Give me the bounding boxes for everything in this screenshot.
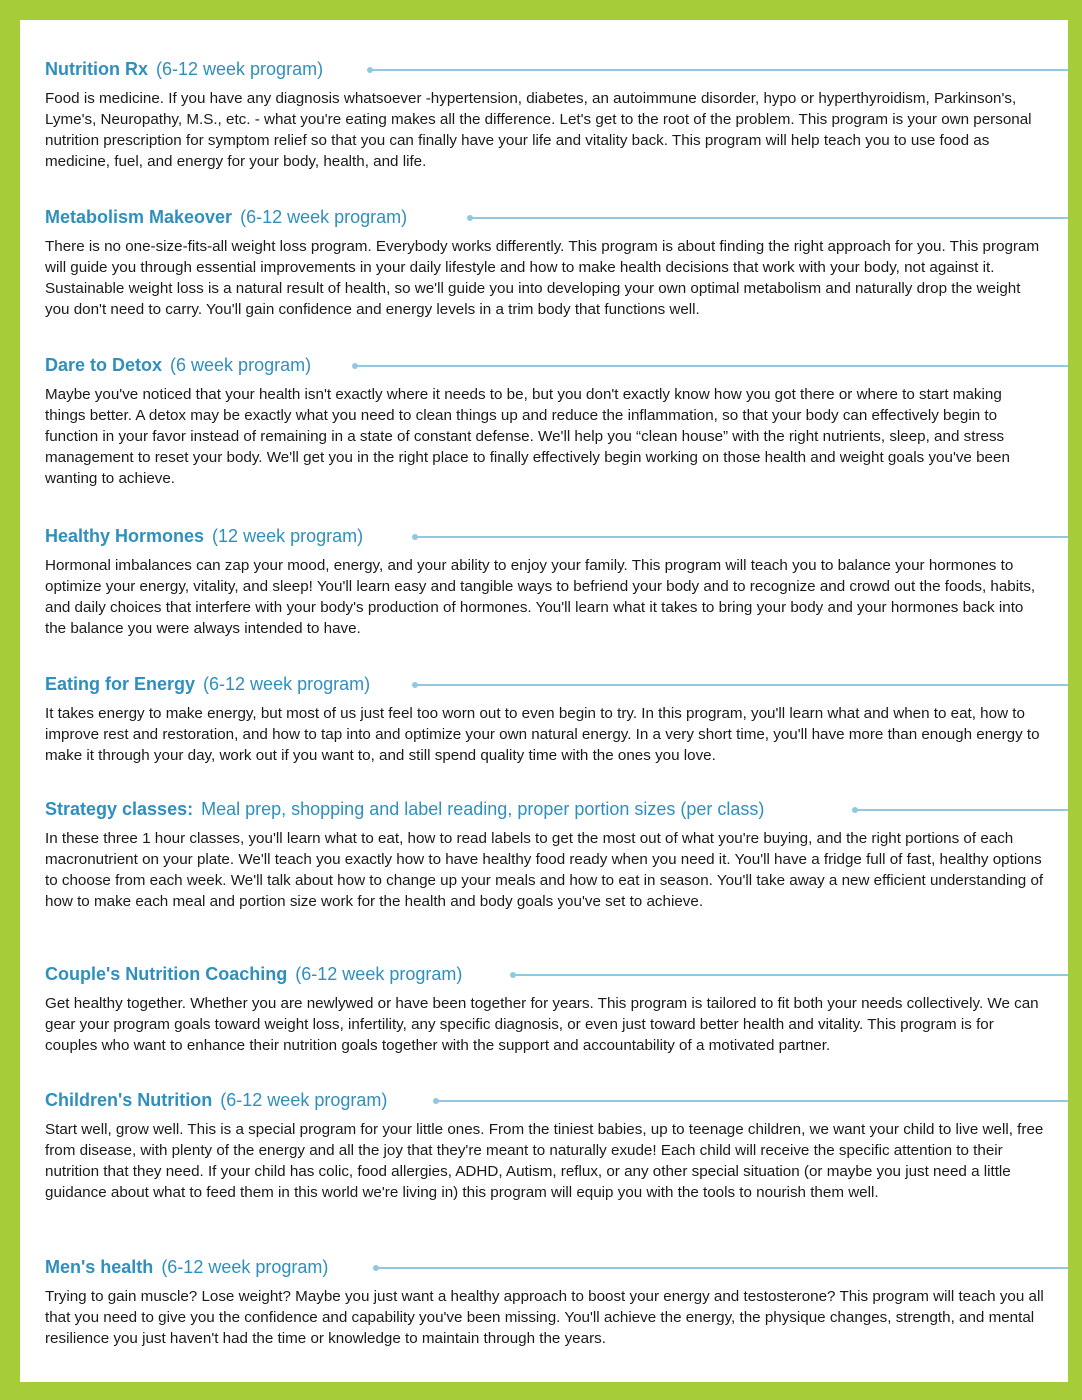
header-rule xyxy=(855,809,1068,811)
section-header xyxy=(20,796,1068,822)
section-dare-to-detox xyxy=(20,352,1068,489)
section-header xyxy=(20,204,1068,230)
section-title: Metabolism Makeover (6-12 week program) xyxy=(45,207,408,227)
section-text: Get healthy together. Whether you are newlywed or have been together for years. This program is tailored to fit both your needs collectively. We can gear your program goals toward weight loss, infertility, any specific diagnosis, or even just toward better health and vitality. This program is for couples who want to enhance their nutrition goals together with the support and accountability of a motivated partner. xyxy=(45,995,1039,1054)
section-header xyxy=(20,56,1068,82)
section-healthy-hormones xyxy=(20,523,1068,639)
header-rule xyxy=(470,217,1068,219)
section-text: Start well, grow well. This is a special program for your little ones. From the tiniest babies, up to teenage children, we want your child to live well, free from disease, with plenty of the energy and all the joy that they're meant to naturally exude! Each child will receive the specific attention to their nutrition that they need. If your child has colic, food allergies, ADHD, Autism, reflux, or any other special situation (or maybe you just need a little guidance about what to feed them in this world we're living in) this program will equip you with the tools to nourish them well. xyxy=(45,1121,1044,1201)
section-text: Trying to gain muscle? Lose weight? Maybe you just want a healthy approach to boost your energy and testosterone? This program will teach you all that you need to give you the confidence and capability you've been missing. You'll achieve the energy, the physique changes, strength, and mental resilience you just haven't had the time or knowledge to maintain through the years. xyxy=(45,1288,1044,1347)
section-childrens-nutrition xyxy=(20,1087,1068,1203)
section-header xyxy=(20,961,1068,987)
section-metabolism-makeover xyxy=(20,204,1068,320)
section-strategy-classes xyxy=(20,796,1068,912)
header-rule xyxy=(436,1100,1068,1102)
header-rule xyxy=(376,1267,1068,1269)
header-rule xyxy=(370,69,1068,71)
section-text: Hormonal imbalances can zap your mood, energy, and your ability to enjoy your family. This program will teach you to balance your hormones to optimize your energy, vitality, and sleep! You'll learn easy and tangible ways to befriend your body and to recognize and crowd out the foods, habits, and daily choices that interfere with your body's production of hormones. You'll learn what it takes to bring your body and your hormones back into the balance you were always intended to have. xyxy=(45,557,1036,637)
header-rule xyxy=(415,536,1068,538)
section-title: Eating for Energy (6-12 week program) xyxy=(45,674,371,694)
section-title: Men's health (6-12 week program) xyxy=(45,1257,329,1277)
header-rule xyxy=(415,684,1068,686)
section-title: Nutrition Rx (6-12 week program) xyxy=(45,59,324,79)
section-nutrition-rx xyxy=(20,56,1068,172)
section-header xyxy=(20,1087,1068,1113)
header-rule xyxy=(513,974,1068,976)
section-header xyxy=(20,1254,1068,1280)
section-title: Healthy Hormones (12 week program) xyxy=(45,526,364,546)
section-title: Children's Nutrition (6-12 week program) xyxy=(45,1090,388,1110)
section-title: Dare to Detox (6 week program) xyxy=(45,355,312,375)
section-text: There is no one-size-fits-all weight loss program. Everybody works differently. This program is about finding the right approach for you. This program will guide you through essential improvements in your daily lifestyle and how to make health decisions that work with your body, not against it. Sustainable weight loss is a natural result of health, so we'll guide you into developing your own optimal metabolism and naturally drop the weight you don't need to carry. You'll gain confidence and energy levels in a trim body that functions well. xyxy=(45,238,1040,318)
section-title: Couple's Nutrition Coaching (6-12 week program) xyxy=(45,964,463,984)
page xyxy=(20,20,1068,1382)
section-mens-health xyxy=(20,1254,1068,1349)
section-eating-for-energy xyxy=(20,671,1068,766)
section-text: It takes energy to make energy, but most of us just feel too worn out to even begin to try. In this program, you'll learn what and when to eat, how to improve rest and restoration, and how to tap into and optimize your own natural energy. In a very short time, you'll have more than enough energy to make it through your day, work out if you want to, and still spend quality time with the ones you love. xyxy=(45,705,1040,764)
section-text: Food is medicine. If you have any diagnosis whatsoever -hypertension, diabetes, an autoimmune disorder, hypo or hyperthyroidism, Parkinson's, Lyme's, Neuropathy, M.S., etc. - what you're eating makes all the difference. Let's get to the root of the problem. This program is your own personal nutrition prescription for symptom relief so that you can finally have your life and vitality back. This program will help teach you to use food as medicine, fuel, and energy for your body, health, and life. xyxy=(45,90,1032,170)
section-header xyxy=(20,671,1068,697)
header-rule xyxy=(355,365,1068,367)
section-title: Strategy classes: Meal prep, shopping and label reading, proper portion sizes (per class) xyxy=(45,799,765,819)
section-text: In these three 1 hour classes, you'll learn what to eat, how to read labels to get the most out of what you're buying, and the right portions of each macronutrient on your plate. We'll teach you exactly how to have healthy food ready when you need it. You'll have a fridge full of fast, healthy options to choose from each week. We'll talk about how to change up your meals and how to eat in season. You'll take away a new efficient understanding of how to make each meal and portion size work for the health and body goals you've set to achieve. xyxy=(45,830,1044,910)
section-header xyxy=(20,352,1068,378)
section-text: Maybe you've noticed that your health isn't exactly where it needs to be, but you don't exactly know how you got there or where to start making things better. A detox may be exactly what you need to clean things up and reduce the inflammation, so that your body can effectively begin to function in your favor instead of remaining in a state of constant defense. We'll help you “clean house” with the right nutrients, sleep, and stress management to reset your body. We'll get you in the right place to finally effectively begin working on those health and weight goals you've been wanting to achieve. xyxy=(45,386,1010,487)
section-couples-nutrition xyxy=(20,961,1068,1056)
section-header xyxy=(20,523,1068,549)
